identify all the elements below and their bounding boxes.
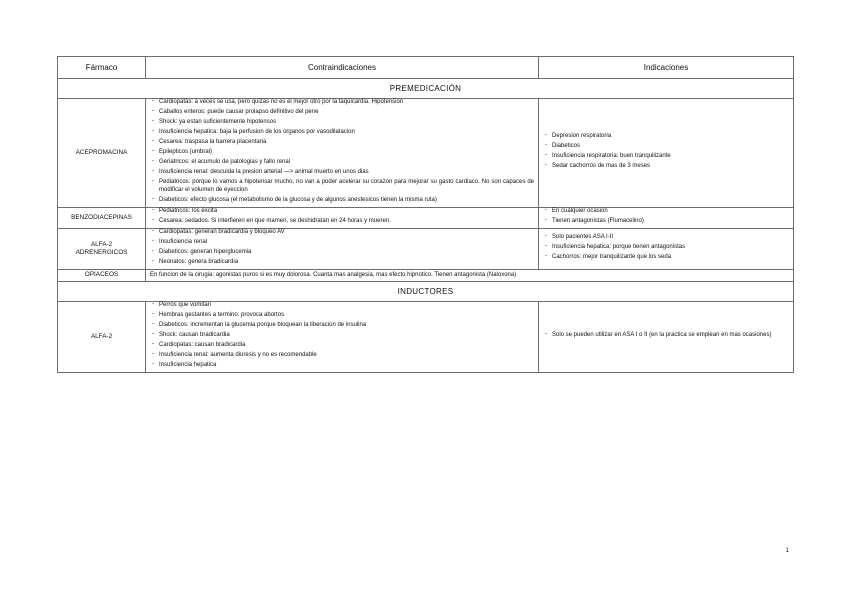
list-item: - Insuficiencia hepatica — [150, 362, 534, 370]
list-item: - En cualquier ocasion — [543, 208, 789, 216]
list-item: - Diabeticos — [543, 143, 789, 151]
list-item: - Insuficiencia hepatica: baja la perfusion de los organos por vasodilatacion — [150, 129, 534, 137]
list-item: - Diabeticos: efecto glucosa (el metabolismo de la glucosa y de algunos anestesicos tienen la misma ruta) — [150, 197, 534, 205]
indic-list — [543, 133, 789, 171]
contra-list — [150, 208, 534, 226]
section-inductores: INDUCTORES — [58, 281, 794, 301]
list-item: - Diabeticos: generan hiperglucemia — [150, 249, 534, 257]
table-header-row — [58, 57, 794, 79]
list-item: - Cardiopatas: causan bradicardia — [150, 342, 534, 350]
list-item: - Perros que vomitan — [150, 302, 534, 310]
contra-alfa2 — [146, 301, 539, 372]
header-contraindicaciones: Contraindicaciones — [146, 57, 539, 79]
indic-acepromacina — [539, 99, 794, 208]
list-item: - Insuficiencia respiratoria: buen tranquilizante — [543, 153, 789, 161]
list-item: - Geriatricos: el acumulo de patologias y fallo renal — [150, 159, 534, 167]
contra-list — [150, 229, 534, 267]
list-item: - Cardiopatas: a veces se usa, pero quizas no es el mejor otro por la taquicardia. Hipotension — [150, 99, 534, 107]
opiaceos-text: En funcion de la cirugia: agonistas puros si es muy dolorosa. Cuanta mas analgesia, mas efecto hipnotico. Tienen antagonista (Naloxona) — [146, 269, 794, 281]
header-farmaco: Fármaco — [58, 57, 146, 79]
header-indicaciones: Indicaciones — [539, 57, 794, 79]
indic-alfa2-adrenergicos — [539, 228, 794, 269]
list-item: - Insuficiencia renal — [150, 239, 534, 247]
list-item: - Depresion respiratoria — [543, 133, 789, 141]
contra-list — [150, 99, 534, 204]
list-item: - Solo pacientes ASA I-II — [543, 234, 789, 242]
list-item: - Sedar cachorros de mas de 3 meses — [543, 163, 789, 171]
list-item: - Shock: ya estan suficientemente hipotensos — [150, 119, 534, 127]
list-item: - Hembras gestantes a termino: provoca abortos — [150, 312, 534, 320]
list-item: - Solo se pueden utilizar en ASA I o II (en la practica se emplean en mas ocasiones) — [543, 332, 789, 340]
list-item: - Cachorros: mejor tranquilizante que los seda — [543, 254, 789, 262]
list-item: - Insuficiencia renal: aumenta diuresis y no es recomendable — [150, 352, 534, 360]
list-item: - Shock: causan bradicardia — [150, 332, 534, 340]
table-row — [58, 228, 794, 269]
list-item: - Neonatos: genera bradicardia — [150, 259, 534, 267]
drug-alfa2: ALFA-2 — [58, 301, 146, 372]
list-item: - Pediatricos: los excita — [150, 208, 534, 216]
contra-acepromacina — [146, 99, 539, 208]
drug-name-line: ADRENERGICOS — [75, 248, 128, 256]
table-row — [58, 99, 794, 208]
section-row-premedicacion — [58, 79, 794, 99]
list-item: - Caballos enteros: puede causar prolapso definitivo del pene — [150, 109, 534, 117]
list-item: - Cesarea: traspasa la barrera placentaria — [150, 139, 534, 147]
list-item: - Cardiopatas: generan bradicardia y bloqueo AV — [150, 229, 534, 237]
contra-alfa2-adrenergicos — [146, 228, 539, 269]
indic-list — [543, 208, 789, 226]
table-row — [58, 207, 794, 228]
section-row-inductores — [58, 281, 794, 301]
indic-alfa2 — [539, 301, 794, 372]
drug-acepromacina: ACEPROMACINA — [58, 99, 146, 208]
section-premedicacion: PREMEDICACIÓN — [58, 79, 794, 99]
drug-benzodiacepinas: BENZODIACEPINAS — [58, 207, 146, 228]
table-row — [58, 301, 794, 372]
drug-opiaceos: OPIACEOS — [58, 269, 146, 281]
page-number: 1 — [785, 548, 789, 554]
contra-benzodiacepinas — [146, 207, 539, 228]
indic-list — [543, 332, 789, 340]
drug-name-line: ALFA-2 — [90, 240, 113, 248]
list-item: - Insuficiencia renal: descuida la presion arterial —> animal muerto en unos dias — [150, 169, 534, 177]
list-item: - Diabeticos: incrementan la glucemia porque bloquean la liberacion de insulina — [150, 322, 534, 330]
list-item: - Tienen antagonistas (Flumacelino) — [543, 218, 789, 226]
list-item: - Epilepticos (umbral) — [150, 149, 534, 157]
list-item: - Insuficiencia hepatica: porque tienen antagonistas — [543, 244, 789, 252]
indic-list — [543, 234, 789, 262]
list-item: - Pediatricos: porque lo vamos a hipotensar mucho, no van a poder acelerar su corazon para mejorar su gasto cardiaco. No son capaces de modificar el volumen de eyeccion — [150, 179, 534, 194]
contra-list — [150, 302, 534, 370]
table-row — [58, 269, 794, 281]
indic-benzodiacepinas — [539, 207, 794, 228]
drug-alfa2-adrenergicos — [58, 228, 146, 269]
list-item: - Cesarea: sedados. Si interfieren en que mamen, se deshidratan en 24 horas y mueren. — [150, 218, 534, 226]
drug-table — [57, 56, 794, 373]
